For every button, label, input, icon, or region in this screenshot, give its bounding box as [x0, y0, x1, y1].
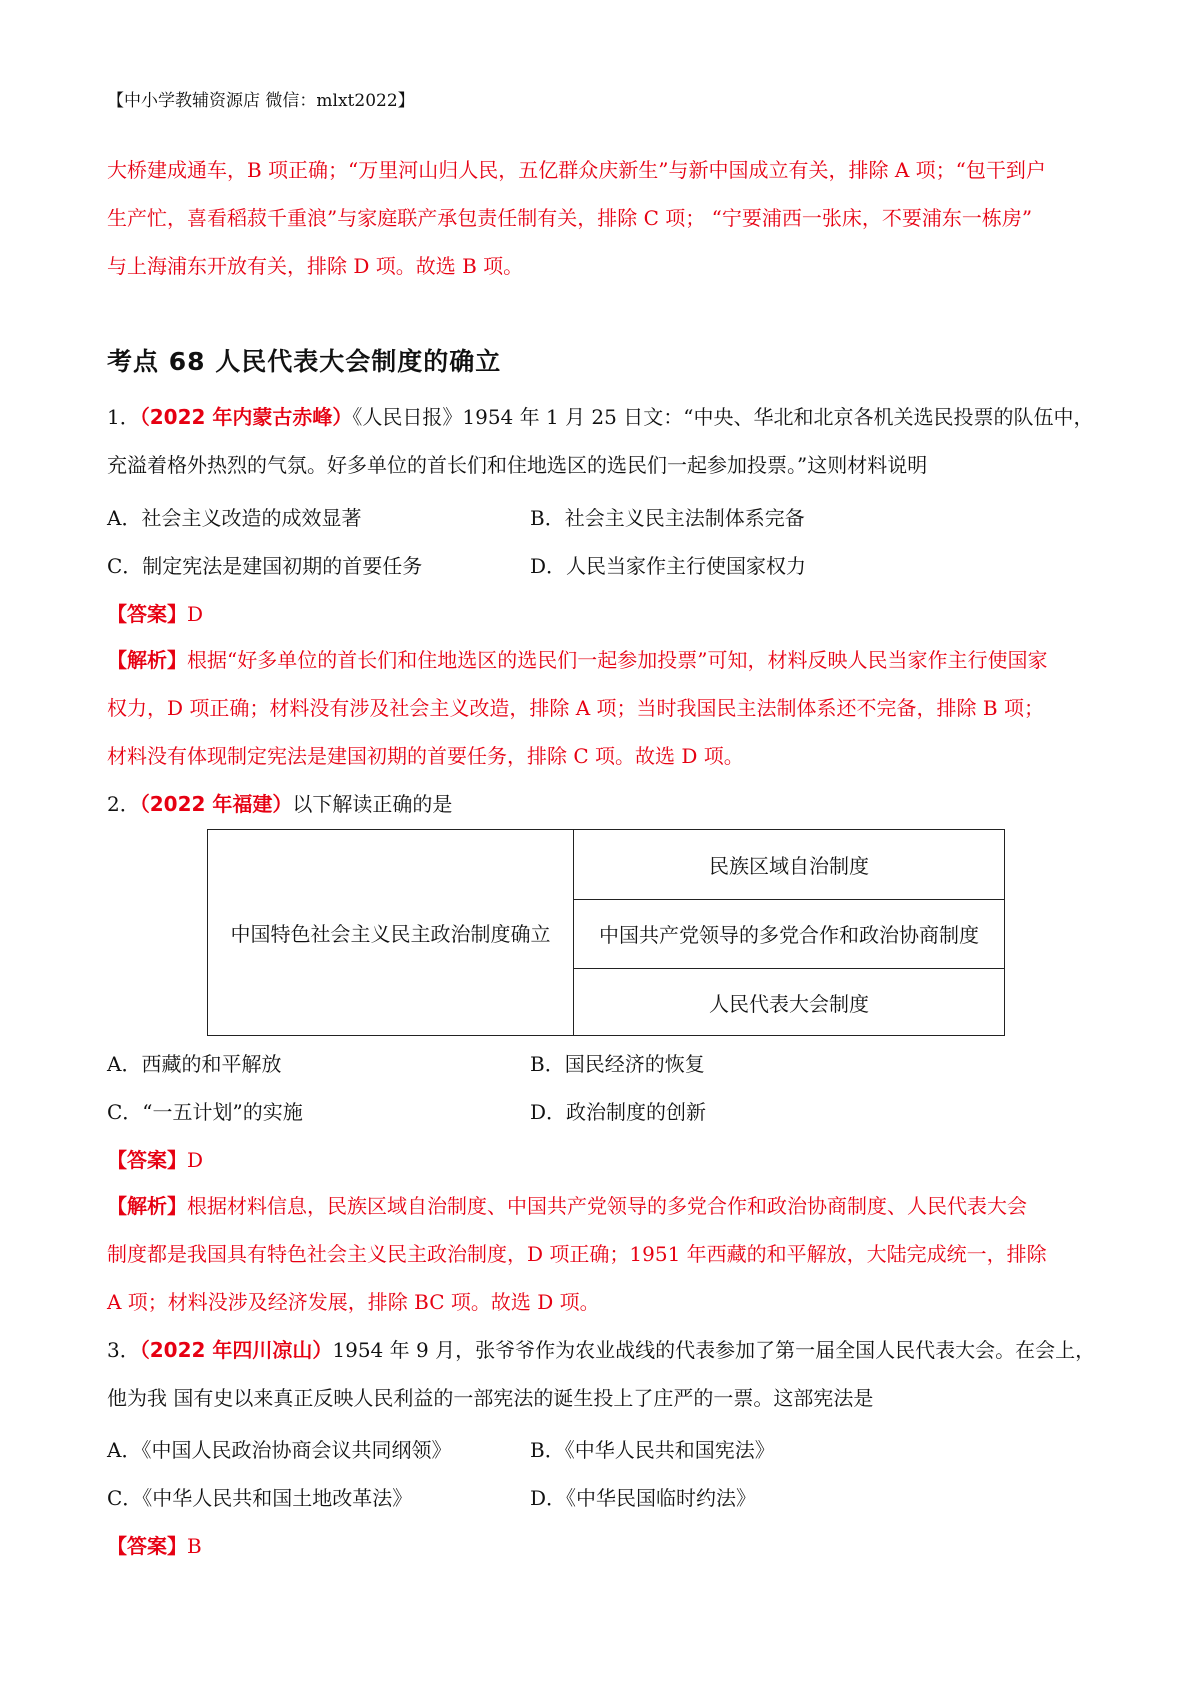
question-stem: 充溢着格外热烈的气氛。好多单位的首长们和住地选区的选民们一起参加投票。”这则材料说明: [107, 453, 928, 477]
option-a: A．社会主义改造的成效显著: [107, 506, 362, 530]
question-source: （2022 年福建）: [139, 792, 293, 816]
answer-label: 【答案】: [107, 1148, 187, 1172]
question-number: 3．: [107, 1338, 140, 1362]
analysis-line: 根据材料信息，民族区域自治制度、中国共产党领导的多党合作和政治协商制度、人民代表大会: [187, 1194, 1027, 1218]
section-title: 考点 68 人民代表大会制度的确立: [107, 347, 502, 376]
question-source: （2022 年四川凉山）: [139, 1338, 333, 1362]
table-right-cell: 人民代表大会制度: [709, 992, 869, 1016]
analysis-line: 根据“好多单位的首长们和住地选区的选民们一起参加投票”可知，材料反映人民当家作主行使国家: [187, 648, 1048, 672]
answer-label: 【答案】: [107, 1534, 187, 1558]
table-right-cell: 中国共产党领导的多党合作和政治协商制度: [574, 899, 1004, 969]
analysis-2: [107, 1182, 1097, 1326]
analysis-line: 材料没有体现制定宪法是建国初期的首要任务，排除 C 项。故选 D 项。: [107, 744, 744, 768]
page-header: 【中小学教辅资源店 微信：mlxt2022】: [107, 91, 415, 111]
question-number: 2．: [107, 792, 140, 816]
analysis-1: [107, 636, 1097, 780]
answer-2: [107, 1144, 203, 1173]
option-c: C．《中华人民共和国土地改革法》: [107, 1486, 413, 1510]
option-b: B．《中华人民共和国宪法》: [530, 1438, 775, 1462]
question-stem: 《人民日报》1954 年 1 月 25 日文：“中央、华北和北京各机关选民投票的队伍中，: [352, 405, 1094, 429]
question-number: 1．: [107, 405, 140, 429]
option-a: A．《中国人民政治协商会议共同纲领》: [107, 1438, 452, 1462]
analysis-line: A 项；材料没涉及经济发展，排除 BC 项。故选 D 项。: [107, 1290, 600, 1314]
option-d: D．人民当家作主行使国家权力: [530, 554, 807, 578]
question-stem: 他为我 国有史以来真正反映人民利益的一部宪法的诞生投上了庄严的一票。这部宪法是: [107, 1386, 874, 1410]
question-stem: 1954 年 9 月，张爷爷作为农业战线的代表参加了第一届全国人民代表大会。在会上，: [332, 1338, 1096, 1362]
option-b: B．国民经济的恢复: [530, 1052, 705, 1076]
intro-line: 生产忙，喜看稻菽千重浪”与家庭联产承包责任制有关，排除 C 项； “宁要浦西一张床，不要浦东一栋房”: [107, 206, 1033, 230]
answer-1: [107, 598, 203, 627]
option-c: C．制定宪法是建国初期的首要任务: [107, 554, 423, 578]
option-c: C．“一五计划”的实施: [107, 1100, 303, 1124]
option-a: A．西藏的和平解放: [107, 1052, 282, 1076]
question-2: [107, 780, 1097, 828]
answer-3: [107, 1530, 202, 1559]
intro-line: 大桥建成通车，B 项正确；“万里河山归人民，五亿群众庆新生”与新中国成立有关，排除 A 项；“包干到户: [107, 158, 1046, 182]
option-d: D．《中华民国临时约法》: [530, 1486, 757, 1510]
option-d: D．政治制度的创新: [530, 1100, 707, 1124]
intro-line: 与上海浦东开放有关，排除 D 项。故选 B 项。: [107, 254, 524, 278]
question-source: （2022 年内蒙古赤峰）: [139, 405, 353, 429]
answer-value: B: [187, 1534, 202, 1558]
answer-label: 【答案】: [107, 602, 187, 626]
answer-value: D: [187, 1148, 204, 1172]
material-table: [207, 829, 1005, 1036]
analysis-label: 【解析】: [107, 648, 187, 672]
answer-value: D: [187, 602, 204, 626]
table-right-cell: 民族区域自治制度: [574, 830, 1004, 900]
intro-analysis: [107, 146, 1097, 290]
table-left-cell: 中国特色社会主义民主政治制度确立: [208, 830, 574, 1035]
question-1: [107, 393, 1097, 489]
analysis-label: 【解析】: [107, 1194, 187, 1218]
question-stem: 以下解读正确的是: [292, 792, 453, 816]
question-3: [107, 1326, 1097, 1422]
analysis-line: 权力，D 项正确；材料没有涉及社会主义改造，排除 A 项；当时我国民主法制体系还不完备，排除 B 项；: [107, 696, 1044, 720]
option-b: B．社会主义民主法制体系完备: [530, 506, 805, 530]
analysis-line: 制度都是我国具有特色社会主义民主政治制度，D 项正确；1951 年西藏的和平解放，大陆完成统一，排除: [107, 1242, 1047, 1266]
